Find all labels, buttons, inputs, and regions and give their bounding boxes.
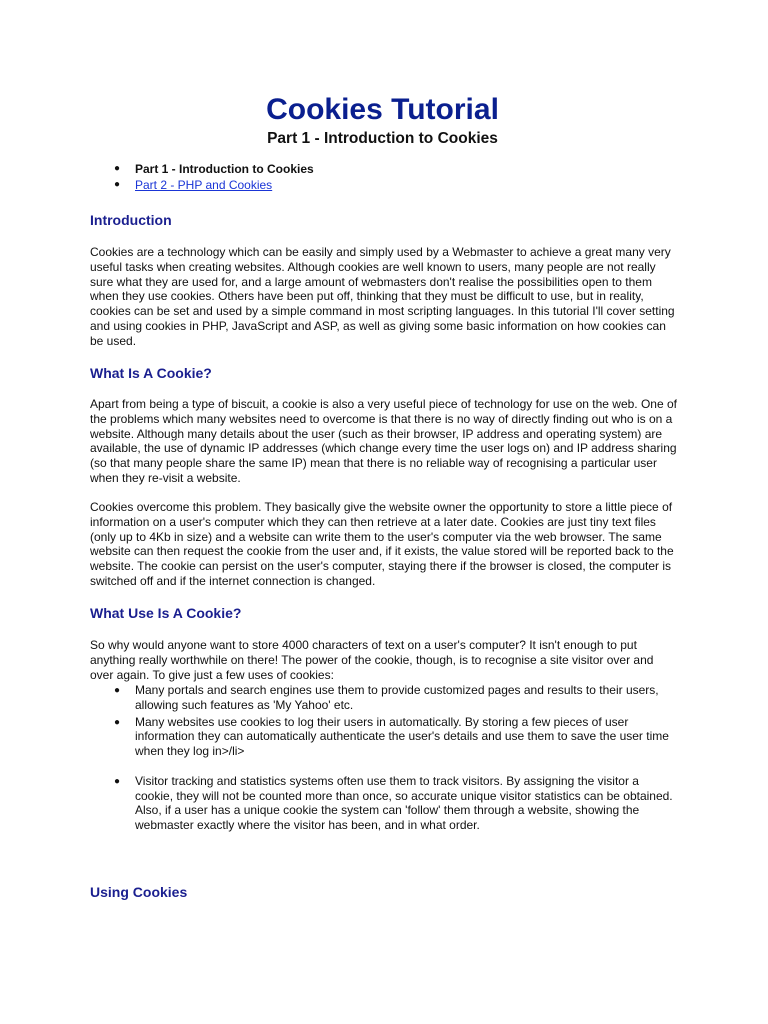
section-heading-introduction: Introduction (90, 212, 172, 228)
what-is-paragraph-2: Cookies overcome this problem. They basically give the website owner the opportunity to store a little piece of information on a user's computer which they can then retrieve at a later date. Cookies are just tiny text files (only up to 4Kb in size) and a website can write them to the user's computer via the web browser. The same website can then request the cookie from the user and, if it exists, the value stored will be reported back to the website. The cookie can persist on the user's computer, staying there if the browser is closed, the computer is switched off and if the internet connection is changed. (90, 500, 674, 588)
section-heading-using-cookies: Using Cookies (90, 884, 188, 900)
page-title: Cookies Tutorial (266, 93, 499, 126)
bullet-icon: ● (114, 685, 121, 696)
what-is-paragraph-1: Apart from being a type of biscuit, a cookie is also a very useful piece of technology for use on the web. One of the problems which many websites need to overcome is that there is no way of directly finding out who is on a website. Although many details about the user (such as their browser, IP address and operating system) are available, the use of dynamic IP addresses (which change every time the user logs on) and IP address sharing (so that many people share the same IP) mean that there is no reliable way of recognising a particular user when they re-visit a website. (90, 397, 677, 485)
section-heading-what-use-is-a-cookie: What Use Is A Cookie? (90, 605, 242, 621)
list-item-text: Visitor tracking and statistics systems often use them to track visitors. By assigning the visitor a cookie, they will not be counted more than once, so accurate unique visitor statistics can be obtained. Also, if a user has a unique cookie the system can 'follow' them through a website, showing the webmaster exactly where the visitor has been, and in what order. (135, 773, 673, 833)
bullet-icon: ● (114, 716, 121, 728)
bullet-icon: ● (114, 163, 121, 174)
toc-item-part-2 (90, 177, 314, 193)
page-subtitle: Part 1 - Introduction to Cookies (267, 130, 498, 147)
toc-link-part-2[interactable]: Part 2 - PHP and Cookies (135, 178, 273, 192)
bullet-icon: ● (114, 775, 121, 787)
introduction-paragraph: Cookies are a technology which can be easily and simply used by a Webmaster to achieve a great many very useful tasks when creating websites. Although cookies are well known to users, many people are not really sure what they are used for, and a large amount of webmasters don't realise the possibilities open to them when they use cookies. Others have been put off, thinking that they must be difficult to use, but in reality, cookies can be set and used by a simple command in most scripting languages. In this tutorial I'll cover setting and using cookies in PHP, JavaScript and ASP, as well as giving some basic information on how cookies can be used. (90, 245, 675, 348)
cookie-uses-list (90, 683, 680, 833)
toc-item-part-1 (90, 161, 314, 177)
table-of-contents (90, 161, 314, 193)
list-item (90, 774, 680, 833)
toc-item-part-1-label: Part 1 - Introduction to Cookies (135, 162, 314, 176)
section-heading-what-is-a-cookie: What Is A Cookie? (90, 365, 212, 381)
list-item-text: Many portals and search engines use them to provide customized pages and results to their users, allowing such features as 'My Yahoo' etc. (135, 683, 659, 712)
bullet-icon: ● (114, 179, 121, 190)
list-item-text: Many websites use cookies to log their users in automatically. By storing a few pieces of user information they can automatically authenticate the user's details and use them to save the user time when they log in>/li> (135, 714, 669, 759)
what-use-intro: So why would anyone want to store 4000 characters of text on a user's computer? It isn't enough to put anything really worthwhile on there! The power of the cookie, though, is to recognise a site visitor over and over again. To give just a few uses of cookies: (90, 638, 654, 682)
list-item (90, 683, 680, 713)
list-item (90, 715, 680, 759)
